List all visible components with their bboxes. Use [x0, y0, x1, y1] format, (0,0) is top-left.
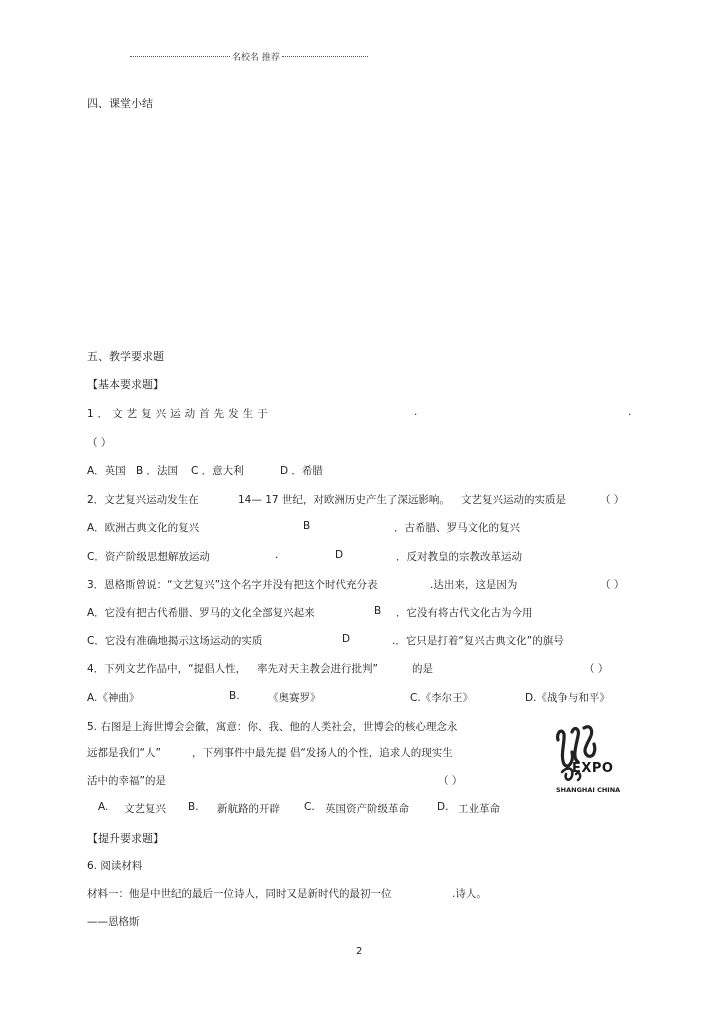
q2-option-c-dot: . [275, 549, 279, 561]
q2-stem-c: 文艺复兴运动的实质是 [461, 494, 566, 506]
q4-option-d: D.《战争与和平》 [525, 692, 610, 704]
q2-stem-a: 2．文艺复兴运动发生在 [87, 494, 199, 506]
q1-dot-2: . [628, 406, 632, 418]
header-rule-left [130, 56, 230, 57]
q5-option-a-text: 文艺复兴 [124, 803, 166, 815]
q3-paren: （ ） [600, 579, 625, 591]
q5-paren: （ ） [438, 775, 463, 787]
q3-stem-b: .达出来，这是因为 [430, 579, 518, 591]
expo-subtitle: SHANGHAI CHINA [556, 786, 621, 794]
page-number: 2 [356, 946, 363, 957]
header-text: 名校名 推荐 [232, 53, 280, 63]
q3-option-b-text: ．它没有将古代文化古为今用 [396, 607, 533, 619]
q2-stem-b: 14— 17 世纪，对欧洲历史产生了深远影响。 [238, 494, 450, 506]
expo-word: EXPO [572, 761, 614, 776]
q5-option-a-label: A. [98, 801, 109, 813]
q5-option-c-label: C. [304, 801, 315, 813]
header-rule-right [282, 56, 368, 57]
q5-line-2a: 远都是我们“人” [87, 747, 161, 759]
q1-option-d: D ．希腊 [280, 465, 323, 477]
q2-paren: （ ） [600, 494, 625, 506]
q1-dot-1: . [414, 406, 418, 418]
q1-option-a: A．英国 [87, 465, 126, 477]
q5-option-b-text: 新航路的开辟 [217, 803, 280, 815]
expo-logo [550, 722, 620, 797]
q2-option-a: A．欧洲古典文化的复兴 [87, 522, 200, 534]
q4-option-b-text: 《奥赛罗》 [268, 692, 321, 704]
q3-option-d-label: D [342, 633, 351, 645]
q2-option-d-label: D [335, 549, 344, 561]
q3-option-a: A．它没有把古代希腊、罗马的文化全部复兴起来 [87, 607, 315, 619]
q4-option-c: C.《李尔王》 [410, 692, 474, 704]
section-5-title: 五、教学要求题 [87, 350, 164, 363]
q1-stem: 1．文艺复兴运动首先发生于 [87, 408, 272, 420]
q4-stem-b: 率先对天主教会进行批判” [257, 663, 378, 675]
q6-source: ——恩格斯 [87, 916, 140, 928]
basic-title: 【基本要求题】 [87, 378, 164, 391]
q5-line-3: 活中的幸福”的是 [87, 775, 166, 787]
advanced-title: 【提升要求题】 [87, 832, 164, 845]
q2-option-b-label: B [303, 520, 311, 532]
q4-option-a: A.《神曲》 [87, 692, 140, 704]
section-4-title: 四、课堂小结 [87, 97, 153, 110]
q5-option-b-label: B. [188, 801, 199, 813]
q2-option-d-text: ．反对教皇的宗教改革运动 [396, 551, 522, 563]
q1-option-b: B ．法国 [136, 465, 179, 477]
q5-option-d-text: 工业革命 [458, 803, 500, 815]
q4-stem-a: 4．下列文艺作品中，“提倡人性， [87, 663, 247, 675]
q4-option-b-label: B. [229, 690, 240, 702]
q6-stem: 6. 阅读材料 [87, 860, 143, 872]
q3-option-c: C．它没有准确地揭示这场运动的实质 [87, 635, 263, 647]
q6-material-a: 材料一：他是中世纪的最后一位诗人，同时又是新时代的最初一位 [87, 888, 392, 900]
q2-option-c: C．资产阶级思想解放运动 [87, 551, 210, 563]
q1-paren: （ ） [87, 437, 112, 449]
q4-stem-c: 的是 [412, 663, 433, 675]
q1-option-c: C ．意大利 [191, 465, 244, 477]
q3-option-d-text: .．它只是打着“复兴古典文化”的旗号 [392, 635, 564, 647]
q5-line-2b: ，下列事件中最先提 倡“发扬人的个性，追求人的现实生 [192, 747, 453, 759]
q6-material-b: .诗人。 [452, 888, 487, 900]
q5-line-1: 5. 右图是上海世博会会徽，寓意：你、我、他的人类社会，世博会的核心理念永 [87, 721, 458, 733]
q5-option-c-text: 英国资产阶级革命 [325, 803, 409, 815]
q5-option-d-label: D. [437, 801, 449, 813]
q3-stem-a: 3．恩格斯曾说：“文艺复兴”这个名字并没有把这个时代充分表 [87, 579, 378, 591]
q3-option-b-label: B [374, 605, 382, 617]
q4-paren: （ ） [584, 663, 609, 675]
q2-option-b-text: ．古希腊、罗马文化的复兴 [394, 522, 520, 534]
